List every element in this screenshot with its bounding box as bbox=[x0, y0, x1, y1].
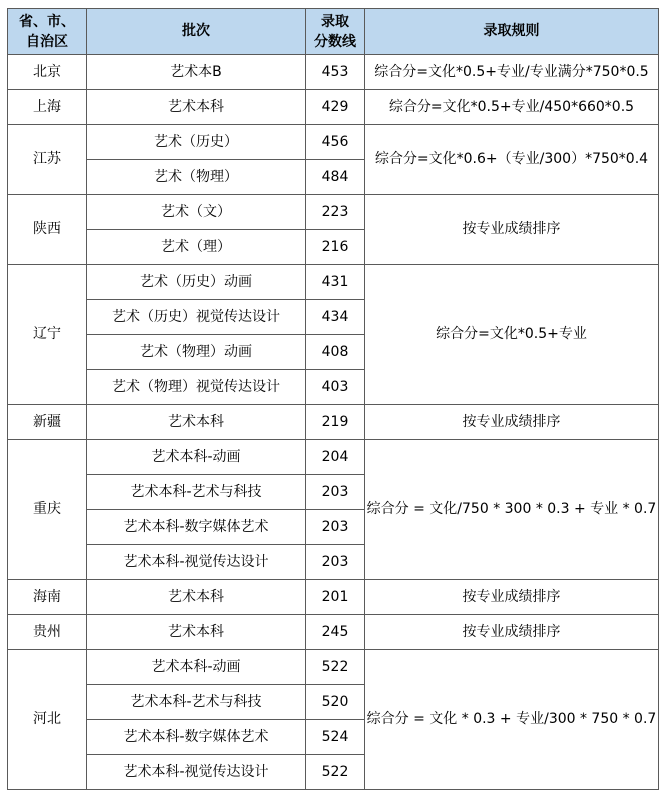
batch-cell: 艺术本科-数字媒体艺术 bbox=[87, 720, 306, 755]
rule-cell: 综合分=文化*0.6+（专业/300）*750*0.4 bbox=[365, 125, 659, 195]
header-batch: 批次 bbox=[87, 9, 306, 55]
header-row bbox=[8, 9, 659, 55]
header-score-line1: 录取 bbox=[321, 13, 349, 30]
batch-cell: 艺术（物理）视觉传达设计 bbox=[87, 370, 306, 405]
batch-cell: 艺术本科 bbox=[87, 405, 306, 440]
admission-score-table bbox=[7, 8, 659, 790]
batch-cell: 艺术本科-视觉传达设计 bbox=[87, 755, 306, 790]
batch-cell: 艺术本科-艺术与科技 bbox=[87, 475, 306, 510]
batch-cell: 艺术（物理）动画 bbox=[87, 335, 306, 370]
rule-cell: 综合分=文化*0.5+专业/专业满分*750*0.5 bbox=[365, 55, 659, 90]
score-cell: 429 bbox=[306, 90, 365, 125]
batch-cell: 艺术（历史）视觉传达设计 bbox=[87, 300, 306, 335]
rule-cell: 综合分 = 文化/750 * 300 * 0.3 + 专业 * 0.7 bbox=[365, 440, 659, 580]
score-cell: 456 bbox=[306, 125, 365, 160]
table-body bbox=[8, 55, 659, 790]
header-rule: 录取规则 bbox=[365, 9, 659, 55]
score-cell: 403 bbox=[306, 370, 365, 405]
province-cell: 北京 bbox=[8, 55, 87, 90]
table-row bbox=[8, 195, 659, 230]
rule-cell: 按专业成绩排序 bbox=[365, 580, 659, 615]
batch-cell: 艺术（历史） bbox=[87, 125, 306, 160]
score-cell: 219 bbox=[306, 405, 365, 440]
score-cell: 203 bbox=[306, 545, 365, 580]
rule-cell: 按专业成绩排序 bbox=[365, 615, 659, 650]
batch-cell: 艺术本科-动画 bbox=[87, 440, 306, 475]
header-province bbox=[8, 9, 87, 55]
score-cell: 522 bbox=[306, 650, 365, 685]
score-cell: 484 bbox=[306, 160, 365, 195]
province-cell: 新疆 bbox=[8, 405, 87, 440]
table-row bbox=[8, 265, 659, 300]
score-cell: 520 bbox=[306, 685, 365, 720]
batch-cell: 艺术（理） bbox=[87, 230, 306, 265]
score-cell: 204 bbox=[306, 440, 365, 475]
header-score bbox=[306, 9, 365, 55]
province-cell: 江苏 bbox=[8, 125, 87, 195]
score-cell: 431 bbox=[306, 265, 365, 300]
batch-cell: 艺术本科 bbox=[87, 580, 306, 615]
batch-cell: 艺术本科-艺术与科技 bbox=[87, 685, 306, 720]
province-cell: 河北 bbox=[8, 650, 87, 790]
rule-cell: 综合分=文化*0.5+专业 bbox=[365, 265, 659, 405]
header-score-line2: 分数线 bbox=[314, 33, 356, 50]
score-cell: 522 bbox=[306, 755, 365, 790]
score-cell: 223 bbox=[306, 195, 365, 230]
province-cell: 重庆 bbox=[8, 440, 87, 580]
score-cell: 201 bbox=[306, 580, 365, 615]
province-cell: 上海 bbox=[8, 90, 87, 125]
score-cell: 203 bbox=[306, 510, 365, 545]
province-cell: 贵州 bbox=[8, 615, 87, 650]
batch-cell: 艺术（历史）动画 bbox=[87, 265, 306, 300]
batch-cell: 艺术本科-动画 bbox=[87, 650, 306, 685]
rule-cell: 按专业成绩排序 bbox=[365, 195, 659, 265]
score-cell: 216 bbox=[306, 230, 365, 265]
batch-cell: 艺术本科 bbox=[87, 615, 306, 650]
score-cell: 453 bbox=[306, 55, 365, 90]
table-row bbox=[8, 580, 659, 615]
header-province-line1: 省、市、 bbox=[19, 13, 75, 30]
table-row bbox=[8, 440, 659, 475]
rule-cell: 综合分 = 文化 * 0.3 + 专业/300 * 750 * 0.7 bbox=[365, 650, 659, 790]
batch-cell: 艺术本B bbox=[87, 55, 306, 90]
batch-cell: 艺术本科 bbox=[87, 90, 306, 125]
rule-cell: 按专业成绩排序 bbox=[365, 405, 659, 440]
score-cell: 524 bbox=[306, 720, 365, 755]
batch-cell: 艺术（物理） bbox=[87, 160, 306, 195]
province-cell: 海南 bbox=[8, 580, 87, 615]
batch-cell: 艺术本科-视觉传达设计 bbox=[87, 545, 306, 580]
table-row bbox=[8, 615, 659, 650]
table-row bbox=[8, 405, 659, 440]
province-cell: 辽宁 bbox=[8, 265, 87, 405]
batch-cell: 艺术（文） bbox=[87, 195, 306, 230]
score-cell: 408 bbox=[306, 335, 365, 370]
batch-cell: 艺术本科-数字媒体艺术 bbox=[87, 510, 306, 545]
score-cell: 203 bbox=[306, 475, 365, 510]
province-cell: 陕西 bbox=[8, 195, 87, 265]
header-province-line2: 自治区 bbox=[26, 33, 68, 50]
rule-cell: 综合分=文化*0.5+专业/450*660*0.5 bbox=[365, 90, 659, 125]
table-row bbox=[8, 55, 659, 90]
score-cell: 434 bbox=[306, 300, 365, 335]
table-row bbox=[8, 650, 659, 685]
score-cell: 245 bbox=[306, 615, 365, 650]
table-row bbox=[8, 90, 659, 125]
table-row bbox=[8, 125, 659, 160]
